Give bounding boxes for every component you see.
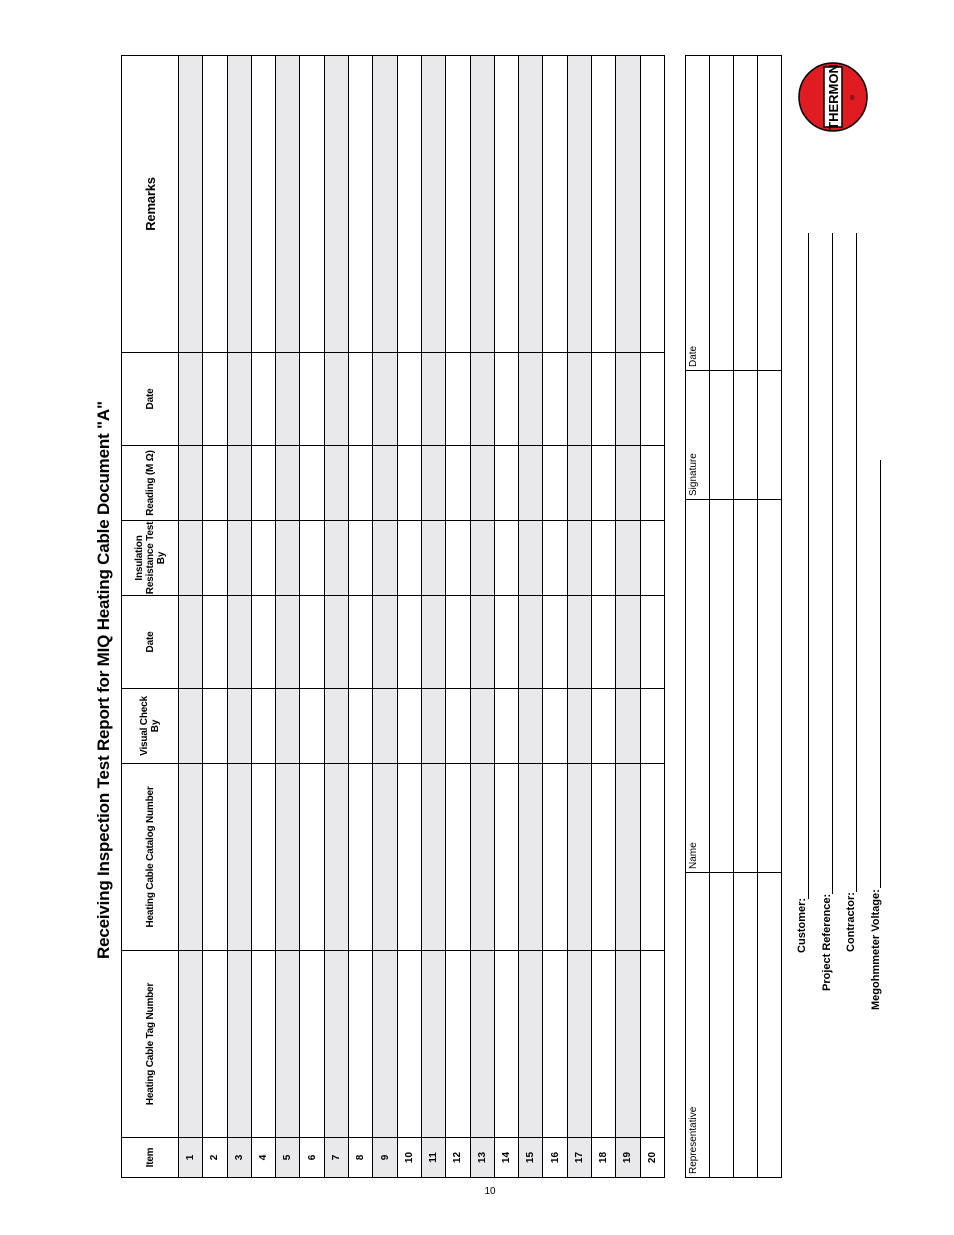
signoff-date-cell[interactable]	[710, 56, 734, 371]
catalog-number-cell[interactable]	[203, 764, 227, 951]
date-visual-cell[interactable]	[446, 596, 470, 689]
contractor-line[interactable]	[856, 233, 857, 892]
item-number: 1	[179, 1138, 203, 1178]
table-row	[421, 56, 445, 1178]
catalog-number-cell[interactable]	[179, 764, 203, 951]
catalog-number-cell[interactable]	[567, 764, 591, 951]
visual-check-by-cell[interactable]	[494, 689, 518, 764]
remarks-cell[interactable]	[421, 56, 445, 353]
date-ir-cell[interactable]	[251, 353, 275, 446]
tag-number-cell[interactable]	[349, 951, 373, 1138]
date-visual-cell[interactable]	[373, 596, 397, 689]
date-ir-cell[interactable]	[494, 353, 518, 446]
registered-mark: ®	[850, 96, 855, 102]
thermon-logo	[798, 62, 868, 132]
signoff-representative-cell[interactable]	[734, 873, 758, 1178]
visual-check-by-cell[interactable]	[421, 689, 445, 764]
reading-cell[interactable]	[494, 446, 518, 521]
catalog-number-cell[interactable]	[446, 764, 470, 951]
date-visual-cell[interactable]	[324, 596, 348, 689]
ir-test-by-cell[interactable]	[519, 521, 543, 596]
ir-test-by-cell[interactable]	[324, 521, 348, 596]
reading-cell[interactable]	[349, 446, 373, 521]
table-row	[373, 56, 397, 1178]
date-visual-cell[interactable]	[300, 596, 324, 689]
table-row	[543, 56, 567, 1178]
table-header-row	[122, 56, 179, 1178]
tag-number-cell[interactable]	[227, 951, 251, 1138]
ir-test-by-cell[interactable]	[179, 521, 203, 596]
report-title: Receiving Inspection Test Report for MIQ Heating Cable Document "A"	[94, 401, 113, 959]
visual-check-by-cell[interactable]	[470, 689, 494, 764]
table-row	[567, 56, 591, 1178]
item-number: 15	[519, 1138, 543, 1178]
header-item: Item	[122, 1138, 179, 1178]
ir-test-by-cell[interactable]	[592, 521, 616, 596]
ir-test-by-cell[interactable]	[421, 521, 445, 596]
signoff-date-cell[interactable]	[734, 56, 758, 371]
table-row	[519, 56, 543, 1178]
date-visual-cell[interactable]	[276, 596, 300, 689]
remarks-cell[interactable]	[470, 56, 494, 353]
signoff-header-signature: Signature	[686, 371, 710, 500]
reading-cell[interactable]	[324, 446, 348, 521]
reading-cell[interactable]	[543, 446, 567, 521]
item-number: 11	[421, 1138, 445, 1178]
header-tag-number: Heating Cable Tag Number	[122, 951, 179, 1138]
reading-cell[interactable]	[203, 446, 227, 521]
item-number: 17	[567, 1138, 591, 1178]
date-visual-cell[interactable]	[421, 596, 445, 689]
remarks-cell[interactable]	[179, 56, 203, 353]
date-ir-cell[interactable]	[349, 353, 373, 446]
table-row	[494, 56, 518, 1178]
catalog-number-cell[interactable]	[300, 764, 324, 951]
ir-test-by-cell[interactable]	[616, 521, 640, 596]
date-ir-cell[interactable]	[324, 353, 348, 446]
reading-cell[interactable]	[276, 446, 300, 521]
contractor-label: Contractor:	[845, 892, 857, 952]
reading-cell[interactable]	[567, 446, 591, 521]
catalog-number-cell[interactable]	[349, 764, 373, 951]
remarks-cell[interactable]	[227, 56, 251, 353]
header-ir-test-by: Insulation Resistance Test By	[122, 521, 179, 596]
date-ir-cell[interactable]	[397, 353, 421, 446]
date-ir-cell[interactable]	[470, 353, 494, 446]
ir-test-by-cell[interactable]	[494, 521, 518, 596]
logo-text: THERMON	[826, 64, 841, 130]
table-row	[324, 56, 348, 1178]
header-remarks: Remarks	[122, 56, 179, 353]
remarks-cell[interactable]	[616, 56, 640, 353]
item-number: 7	[324, 1138, 348, 1178]
tag-number-cell[interactable]	[592, 951, 616, 1138]
visual-check-by-cell[interactable]	[373, 689, 397, 764]
date-ir-cell[interactable]	[567, 353, 591, 446]
signoff-header-name: Name	[686, 500, 710, 873]
tag-number-cell[interactable]	[640, 951, 664, 1138]
remarks-cell[interactable]	[349, 56, 373, 353]
tag-number-cell[interactable]	[543, 951, 567, 1138]
date-ir-cell[interactable]	[592, 353, 616, 446]
catalog-number-cell[interactable]	[373, 764, 397, 951]
signoff-header-date: Date	[686, 56, 710, 371]
customer-label: Customer:	[796, 897, 808, 953]
date-visual-cell[interactable]	[470, 596, 494, 689]
tag-number-cell[interactable]	[397, 951, 421, 1138]
date-ir-cell[interactable]	[203, 353, 227, 446]
date-visual-cell[interactable]	[640, 596, 664, 689]
visual-check-by-cell[interactable]	[251, 689, 275, 764]
remarks-cell[interactable]	[446, 56, 470, 353]
catalog-number-cell[interactable]	[640, 764, 664, 951]
tag-number-cell[interactable]	[324, 951, 348, 1138]
signoff-representative-cell[interactable]	[710, 873, 734, 1178]
item-number: 20	[640, 1138, 664, 1178]
signoff-header-row	[686, 56, 710, 1178]
reading-cell[interactable]	[421, 446, 445, 521]
remarks-cell[interactable]	[567, 56, 591, 353]
ir-test-by-cell[interactable]	[640, 521, 664, 596]
signoff-row	[710, 56, 734, 1178]
ir-test-by-cell[interactable]	[276, 521, 300, 596]
date-visual-cell[interactable]	[179, 596, 203, 689]
catalog-number-cell[interactable]	[227, 764, 251, 951]
header-reading: Reading (M Ω)	[122, 446, 179, 521]
customer-line[interactable]	[808, 233, 809, 899]
header-date-ir: Date	[122, 353, 179, 446]
item-number: 4	[251, 1138, 275, 1178]
tag-number-cell[interactable]	[446, 951, 470, 1138]
date-visual-cell[interactable]	[543, 596, 567, 689]
catalog-number-cell[interactable]	[494, 764, 518, 951]
customer-field	[796, 898, 808, 956]
page-number: 10	[484, 1186, 496, 1197]
date-ir-cell[interactable]	[300, 353, 324, 446]
project-reference-label: Project Reference:	[821, 893, 833, 991]
tag-number-cell[interactable]	[276, 951, 300, 1138]
date-visual-cell[interactable]	[494, 596, 518, 689]
item-number: 2	[203, 1138, 227, 1178]
item-number: 19	[616, 1138, 640, 1178]
table-row	[470, 56, 494, 1178]
date-ir-cell[interactable]	[421, 353, 445, 446]
signoff-name-cell[interactable]	[758, 500, 782, 873]
table-row	[251, 56, 275, 1178]
ir-test-by-cell[interactable]	[470, 521, 494, 596]
tag-number-cell[interactable]	[616, 951, 640, 1138]
signoff-signature-cell[interactable]	[758, 371, 782, 500]
item-number: 18	[592, 1138, 616, 1178]
project-reference-field	[821, 894, 833, 991]
ir-test-by-cell[interactable]	[397, 521, 421, 596]
remarks-cell[interactable]	[397, 56, 421, 353]
reading-cell[interactable]	[300, 446, 324, 521]
visual-check-by-cell[interactable]	[640, 689, 664, 764]
signoff-name-cell[interactable]	[734, 500, 758, 873]
reading-cell[interactable]	[227, 446, 251, 521]
table-row	[616, 56, 640, 1178]
tag-number-cell[interactable]	[470, 951, 494, 1138]
remarks-cell[interactable]	[373, 56, 397, 353]
visual-check-by-cell[interactable]	[567, 689, 591, 764]
reading-cell[interactable]	[519, 446, 543, 521]
date-visual-cell[interactable]	[227, 596, 251, 689]
remarks-cell[interactable]	[300, 56, 324, 353]
remarks-cell[interactable]	[494, 56, 518, 353]
signoff-header-representative: Representative	[686, 873, 710, 1178]
signoff-row	[734, 56, 758, 1178]
signoff-row	[758, 56, 782, 1178]
reading-cell[interactable]	[592, 446, 616, 521]
visual-check-by-cell[interactable]	[616, 689, 640, 764]
date-visual-cell[interactable]	[397, 596, 421, 689]
item-number: 3	[227, 1138, 251, 1178]
project-reference-line[interactable]	[832, 233, 833, 894]
remarks-cell[interactable]	[251, 56, 275, 353]
megohmmeter-voltage-line[interactable]	[880, 460, 881, 888]
tag-number-cell[interactable]	[300, 951, 324, 1138]
visual-check-by-cell[interactable]	[592, 689, 616, 764]
table-row	[203, 56, 227, 1178]
tag-number-cell[interactable]	[203, 951, 227, 1138]
catalog-number-cell[interactable]	[470, 764, 494, 951]
catalog-number-cell[interactable]	[592, 764, 616, 951]
signoff-date-cell[interactable]	[758, 56, 782, 371]
date-ir-cell[interactable]	[179, 353, 203, 446]
visual-check-by-cell[interactable]	[276, 689, 300, 764]
date-visual-cell[interactable]	[203, 596, 227, 689]
reading-cell[interactable]	[640, 446, 664, 521]
ir-test-by-cell[interactable]	[300, 521, 324, 596]
tag-number-cell[interactable]	[179, 951, 203, 1138]
ir-test-by-cell[interactable]	[446, 521, 470, 596]
item-number: 10	[397, 1138, 421, 1178]
date-visual-cell[interactable]	[592, 596, 616, 689]
visual-check-by-cell[interactable]	[397, 689, 421, 764]
signoff-signature-cell[interactable]	[710, 371, 734, 500]
remarks-cell[interactable]	[276, 56, 300, 353]
catalog-number-cell[interactable]	[616, 764, 640, 951]
table-row	[276, 56, 300, 1178]
tag-number-cell[interactable]	[373, 951, 397, 1138]
table-row	[179, 56, 203, 1178]
header-visual-check-by: Visual Check By	[122, 689, 179, 764]
catalog-number-cell[interactable]	[251, 764, 275, 951]
inspection-table	[121, 55, 665, 1178]
tag-number-cell[interactable]	[421, 951, 445, 1138]
table-row	[592, 56, 616, 1178]
table-row	[640, 56, 664, 1178]
table-row	[446, 56, 470, 1178]
catalog-number-cell[interactable]	[543, 764, 567, 951]
date-visual-cell[interactable]	[616, 596, 640, 689]
tag-number-cell[interactable]	[251, 951, 275, 1138]
item-number: 14	[494, 1138, 518, 1178]
remarks-cell[interactable]	[543, 56, 567, 353]
table-row	[349, 56, 373, 1178]
item-number: 13	[470, 1138, 494, 1178]
megohmmeter-voltage-label: Megohmmeter Voltage:	[870, 889, 882, 1010]
catalog-number-cell[interactable]	[519, 764, 543, 951]
remarks-cell[interactable]	[640, 56, 664, 353]
signoff-representative-cell[interactable]	[758, 873, 782, 1178]
remarks-cell[interactable]	[203, 56, 227, 353]
catalog-number-cell[interactable]	[324, 764, 348, 951]
catalog-number-cell[interactable]	[421, 764, 445, 951]
date-ir-cell[interactable]	[640, 353, 664, 446]
visual-check-by-cell[interactable]	[349, 689, 373, 764]
inspection-table-body	[179, 56, 665, 1178]
date-visual-cell[interactable]	[349, 596, 373, 689]
ir-test-by-cell[interactable]	[227, 521, 251, 596]
ir-test-by-cell[interactable]	[373, 521, 397, 596]
item-number: 12	[446, 1138, 470, 1178]
signoff-signature-cell[interactable]	[734, 371, 758, 500]
visual-check-by-cell[interactable]	[300, 689, 324, 764]
reading-cell[interactable]	[616, 446, 640, 521]
visual-check-by-cell[interactable]	[324, 689, 348, 764]
signoff-table	[685, 55, 782, 1178]
table-row	[227, 56, 251, 1178]
date-ir-cell[interactable]	[543, 353, 567, 446]
date-ir-cell[interactable]	[276, 353, 300, 446]
item-number: 5	[276, 1138, 300, 1178]
remarks-cell[interactable]	[324, 56, 348, 353]
visual-check-by-cell[interactable]	[543, 689, 567, 764]
table-row	[397, 56, 421, 1178]
ir-test-by-cell[interactable]	[251, 521, 275, 596]
date-ir-cell[interactable]	[373, 353, 397, 446]
reading-cell[interactable]	[397, 446, 421, 521]
visual-check-by-cell[interactable]	[519, 689, 543, 764]
date-ir-cell[interactable]	[227, 353, 251, 446]
header-catalog-number: Heating Cable Catalog Number	[122, 764, 179, 951]
reading-cell[interactable]	[373, 446, 397, 521]
contractor-field	[845, 892, 857, 952]
date-visual-cell[interactable]	[567, 596, 591, 689]
reading-cell[interactable]	[179, 446, 203, 521]
date-ir-cell[interactable]	[446, 353, 470, 446]
catalog-number-cell[interactable]	[397, 764, 421, 951]
item-number: 8	[349, 1138, 373, 1178]
item-number: 9	[373, 1138, 397, 1178]
reading-cell[interactable]	[251, 446, 275, 521]
visual-check-by-cell[interactable]	[179, 689, 203, 764]
ir-test-by-cell[interactable]	[567, 521, 591, 596]
date-visual-cell[interactable]	[251, 596, 275, 689]
visual-check-by-cell[interactable]	[446, 689, 470, 764]
header-date-visual: Date	[122, 596, 179, 689]
catalog-number-cell[interactable]	[276, 764, 300, 951]
item-number: 6	[300, 1138, 324, 1178]
ir-test-by-cell[interactable]	[543, 521, 567, 596]
tag-number-cell[interactable]	[567, 951, 591, 1138]
signoff-name-cell[interactable]	[710, 500, 734, 873]
date-ir-cell[interactable]	[616, 353, 640, 446]
tag-number-cell[interactable]	[494, 951, 518, 1138]
reading-cell[interactable]	[470, 446, 494, 521]
remarks-cell[interactable]	[592, 56, 616, 353]
visual-check-by-cell[interactable]	[227, 689, 251, 764]
reading-cell[interactable]	[446, 446, 470, 521]
ir-test-by-cell[interactable]	[203, 521, 227, 596]
remarks-cell[interactable]	[519, 56, 543, 353]
table-row	[300, 56, 324, 1178]
megohmmeter-voltage-field	[870, 889, 882, 1010]
tag-number-cell[interactable]	[519, 951, 543, 1138]
date-visual-cell[interactable]	[519, 596, 543, 689]
ir-test-by-cell[interactable]	[349, 521, 373, 596]
item-number: 16	[543, 1138, 567, 1178]
visual-check-by-cell[interactable]	[203, 689, 227, 764]
date-ir-cell[interactable]	[519, 353, 543, 446]
